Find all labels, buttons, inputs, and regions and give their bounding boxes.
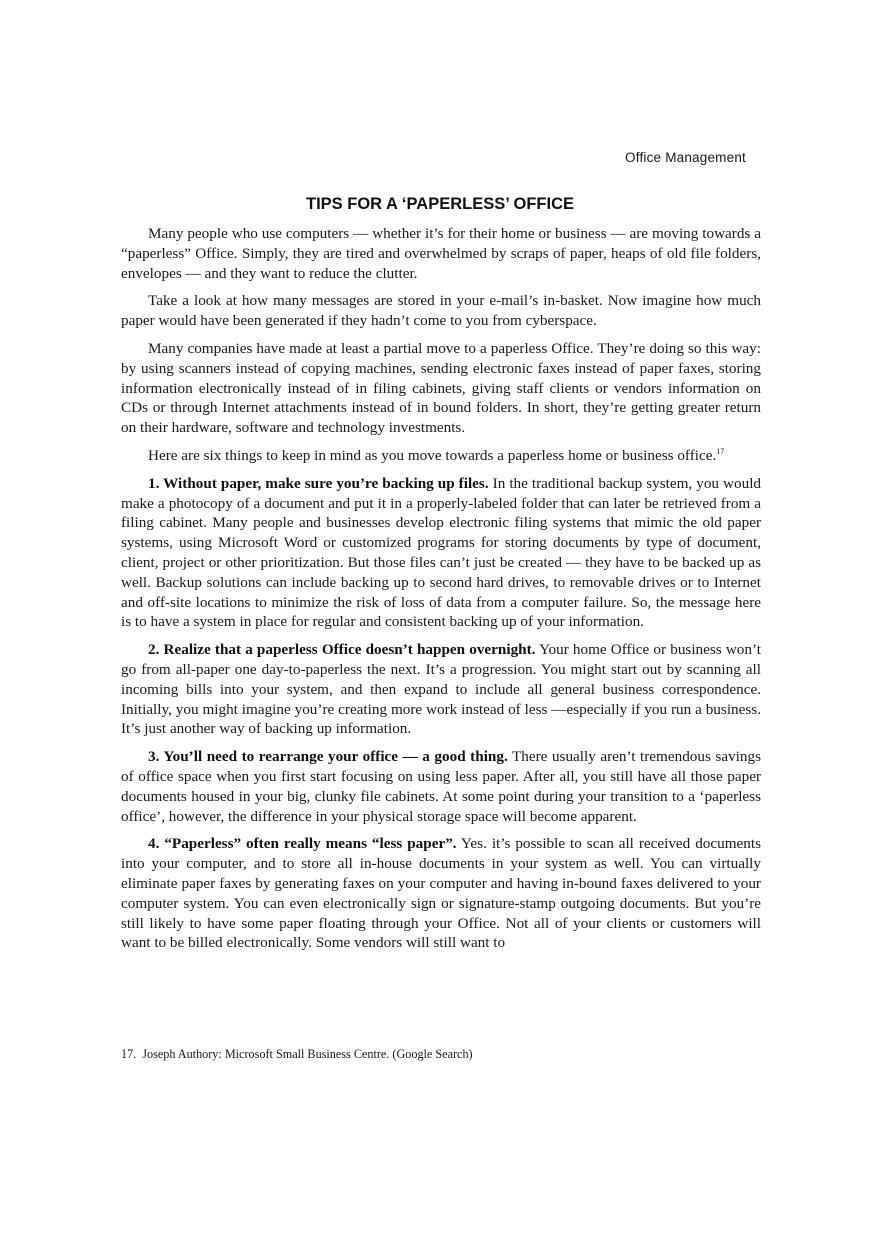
tip-text: Your home Office or business won’t go from all-paper one day-to-paperless the next. It’s a progression. You might start out by scanning all incoming bills into your system, and then expand to include all general business correspondence. Initially, you might imagine you’re creating more work instead of less —especially if you run a business. It’s just another way of backing up information. [121,641,761,738]
tip-heading: 4. “Paperless” often really means “less paper”. [148,835,457,853]
page-title: TIPS FOR A ‘PAPERLESS’ OFFICE [305,195,574,213]
intro-paragraph: Many people who use computers — whether it’s for their home or business — are moving towards a “paperless” Office. Simply, they are tired and overwhelmed by scraps of paper, heaps of old file folders, envelopes — and they want to reduce the clutter. [121,225,761,282]
footnote-reference: 17 [716,446,725,456]
tip-heading: 1. Without paper, make sure you’re backing up files. [148,474,489,492]
tip-text: There usually aren’t tremendous savings of office space when you first start focusing on using less paper. After all, you still have all those paper documents housed in your big, clunky file cabinets. At some point during your transition to a ‘paperless office’, however, the difference in your physical storage space will become apparent. [121,748,761,825]
footnote [121,1046,761,1062]
footnote-number: 17. [121,1047,137,1061]
intro-paragraph: Many companies have made at least a partial move to a paperless Office. They’re doing so this way: by using scanners instead of copying machines, sending electronic faxes instead of paper faxes, storing information electronically instead of in filing cabinets, giving staff clients or vendors information on CDs or through Internet attachments instead of in bound folders. In short, they’re getting greater return on their hardware, software and technology investments. [121,339,761,437]
tip-paragraph [121,834,761,953]
lead-in-paragraph [121,446,761,466]
lead-in-text: Here are six things to keep in mind as you move towards a paperless home or business office. [148,446,717,464]
tip-paragraph [121,747,761,826]
tip-paragraph [121,474,761,632]
running-head: Office Management [625,150,746,165]
tip-paragraph [121,640,761,739]
tip-heading: 3. You’ll need to rearrange your office — a good thing. [148,748,508,766]
body-text [121,224,761,961]
intro-paragraph: Take a look at how many messages are stored in your e-mail’s in-basket. Now imagine how much paper would have been generated if they hadn’t come to you from cyberspace. [121,292,761,330]
tip-heading: 2. Realize that a paperless Office doesn’t happen overnight. [148,641,536,659]
footnote-text: Joseph Authory: Microsoft Small Business Centre. (Google Search) [142,1047,473,1061]
tip-text: Yes. it’s possible to scan all received documents into your computer, and to store all in-house documents in your system as well. You can virtually eliminate paper faxes by generating faxes on your computer and having in-bound faxes delivered to your computer system. You can even electronically sign or signature-stamp outgoing documents. But you’re still likely to have some paper floating through your Office. Not all of your clients or customers will want to be billed electronically. Some vendors will still want to [121,835,762,952]
tip-text: In the traditional backup system, you would make a photocopy of a document and put it in a properly-labeled folder that can later be retrieved from a filing cabinet. Many people and businesses develop electronic filing systems that mimic the old paper systems, using Microsoft Word or customized programs for storing documents by type of document, client, project or other prioritization. But those files can’t just be created — they have to be backed up as well. Backup solutions can include backing up to second hard drives, to removable drives or to Internet and off-site locations to minimize the risk of loss of data from a computer failure. So, the message here is to have a system in place for regular and consistent backing up of your information. [121,474,762,631]
